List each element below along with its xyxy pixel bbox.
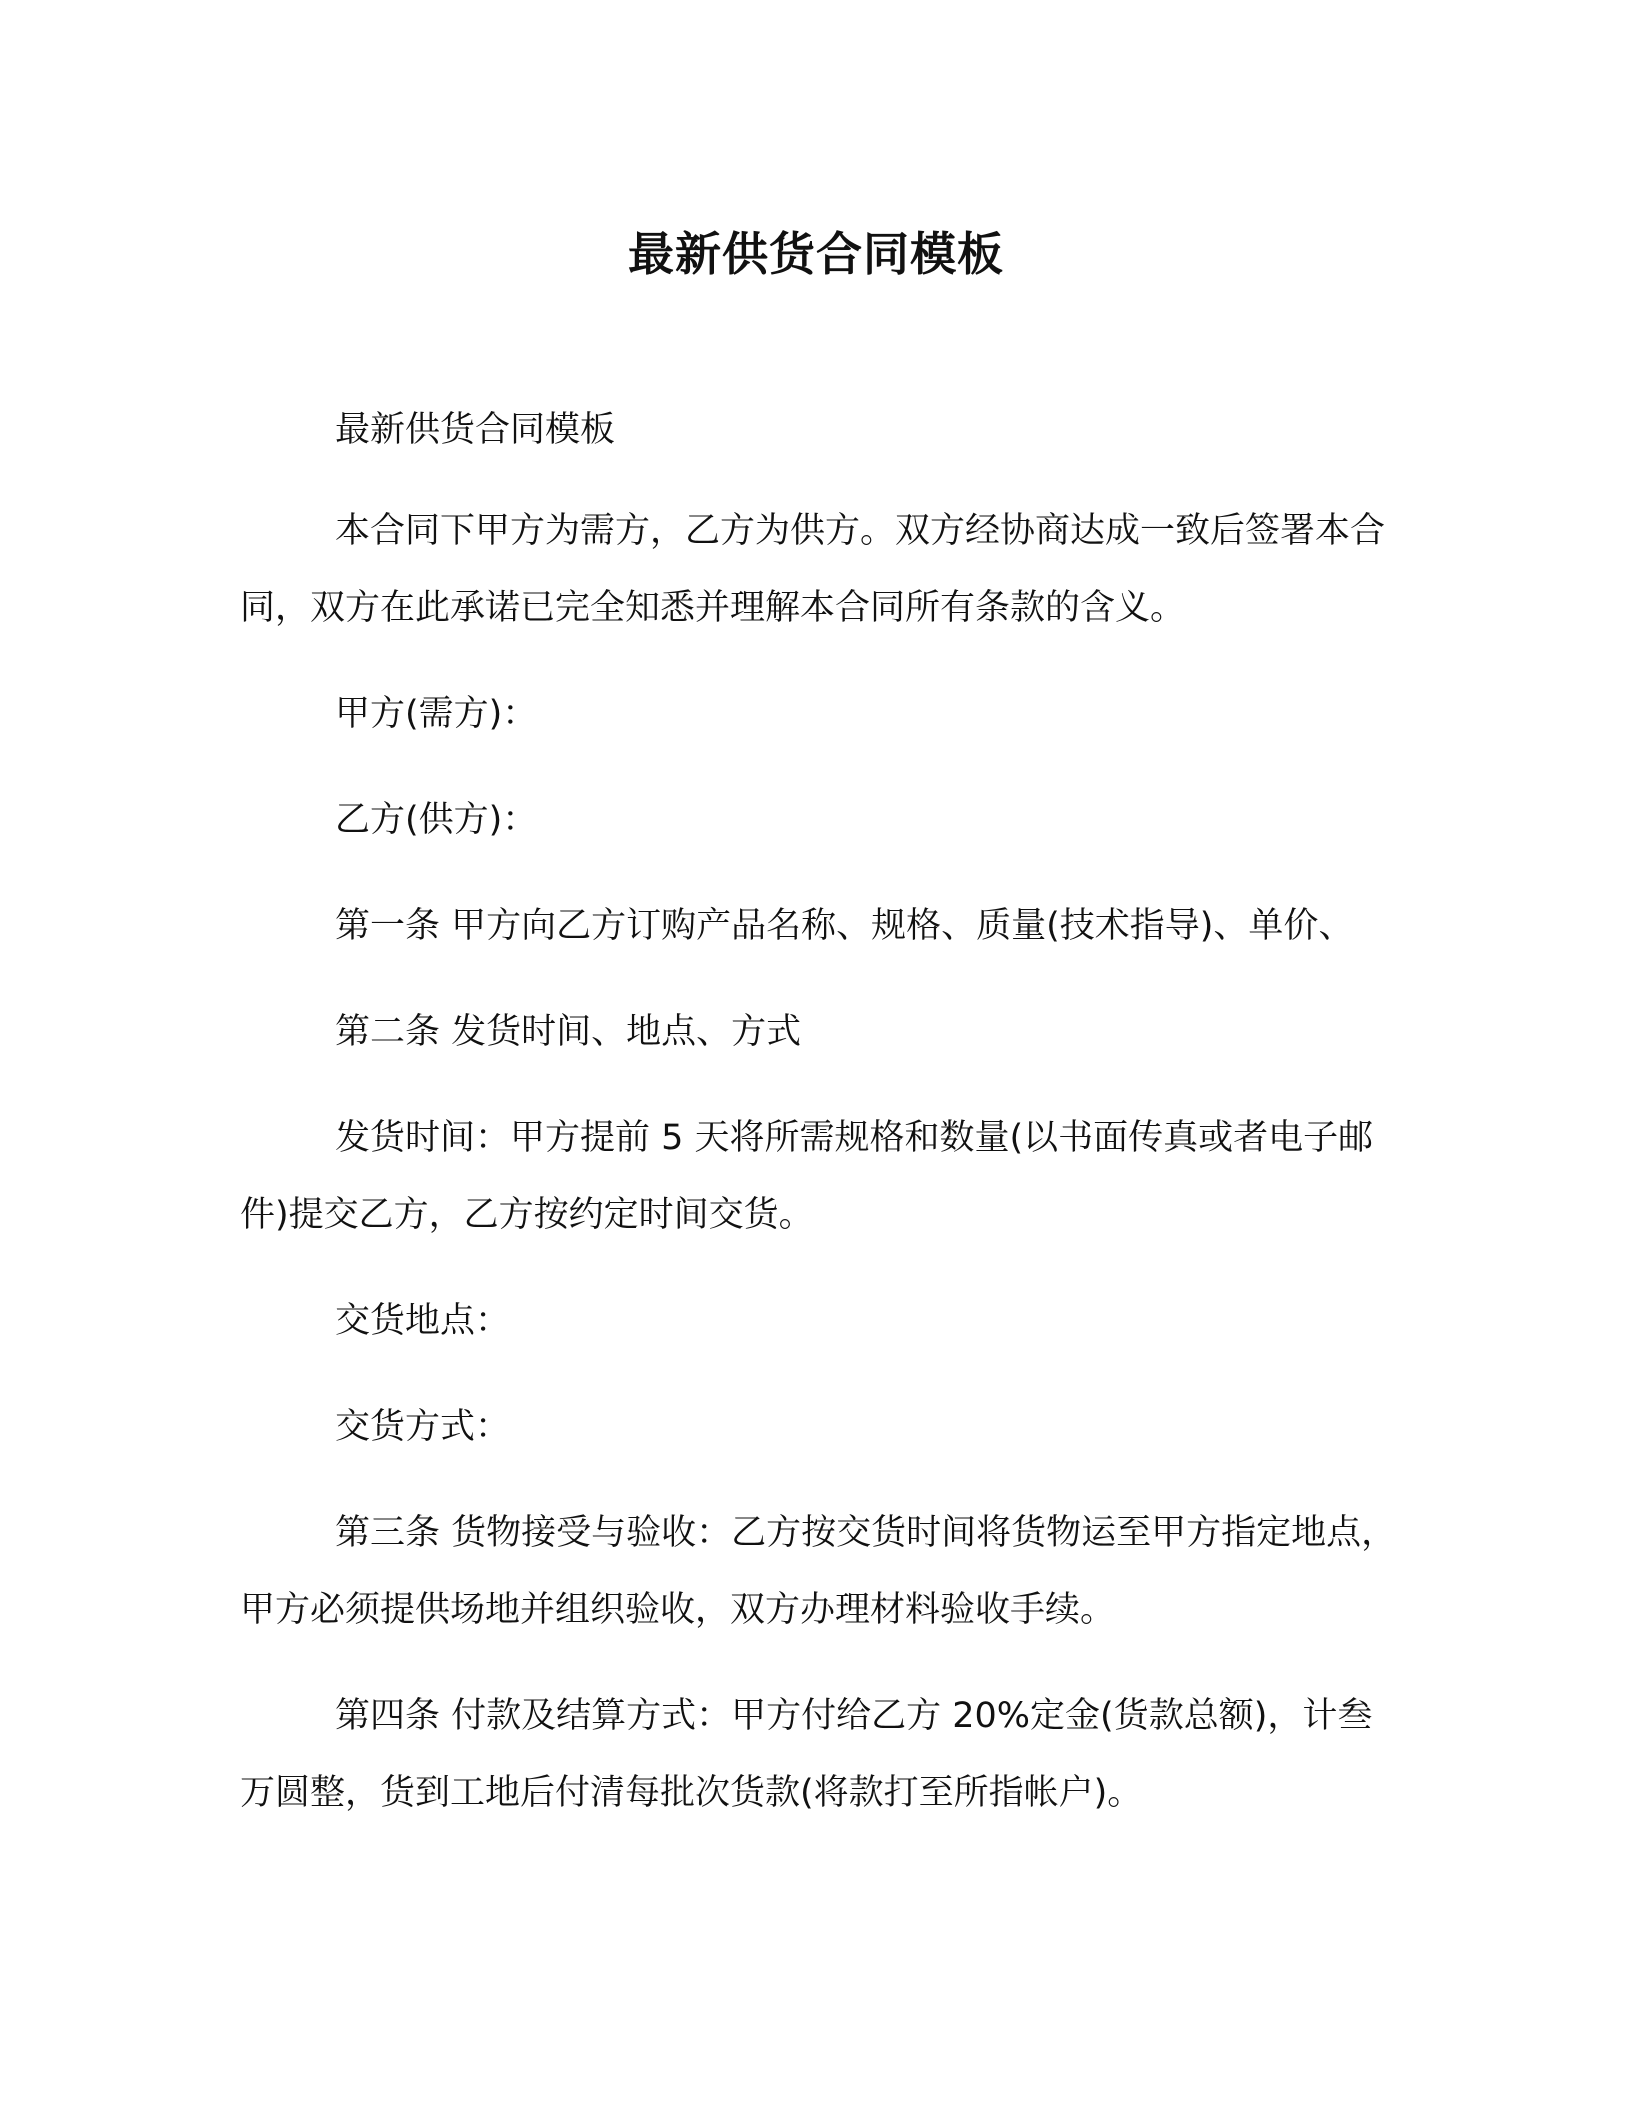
paragraph-party-b: 乙方(供方)： [335,800,538,840]
paragraph-preamble: 本合同下甲方为需方，乙方为供方。双方经协商达成一致后签署本合同，双方在此承诺已完全知悉并理解本合同所有条款的含义。 [240,511,1386,628]
paragraph-delivery-time: 发货时间：甲方提前 5 天将所需规格和数量(以书面传真或者电子邮件)提交乙方，乙方按约定时间交货。 [240,1118,1374,1235]
paragraph-article-3: 第三条 货物接受与验收：乙方按交货时间将货物运至甲方指定地点，甲方必须提供场地并组织验收，双方办理材料验收手续。 [240,1513,1397,1630]
paragraph-article-2: 第二条 发货时间、地点、方式 [335,1012,802,1052]
paragraph-subtitle: 最新供货合同模板 [335,410,616,450]
paragraph-party-a: 甲方(需方)： [335,694,538,734]
paragraph-delivery-method: 交货方式： [335,1407,511,1447]
document-body [240,392,1400,1832]
document-title: 最新供货合同模板 [628,227,1004,281]
paragraph-article-4: 第四条 付款及结算方式：甲方付给乙方 20%定金(货款总额)，计叁万圆整，货到工地后付清每批次货款(将款打至所指帐户)。 [240,1696,1373,1813]
paragraph-article-1: 第一条 甲方向乙方订购产品名称、规格、质量(技术指导)、单价、 [335,906,1354,946]
paragraph-delivery-place: 交货地点： [335,1301,511,1341]
